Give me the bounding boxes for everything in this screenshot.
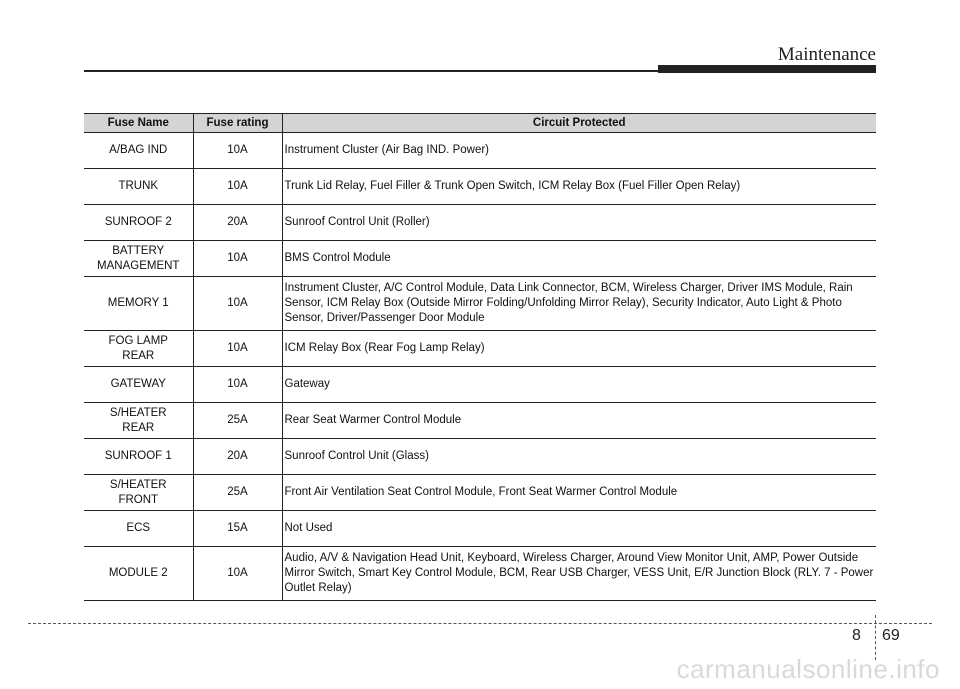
table-row — [84, 277, 876, 331]
table-row — [84, 547, 876, 601]
footer-rule — [28, 623, 932, 624]
header-rule — [84, 70, 664, 72]
table-row — [84, 511, 876, 547]
circuit-protected-cell: Trunk Lid Relay, Fuel Filler & Trunk Open Switch, ICM Relay Box (Fuel Filler Open Relay) — [282, 169, 876, 205]
circuit-protected-cell: Sunroof Control Unit (Glass) — [282, 439, 876, 475]
circuit-protected-cell: BMS Control Module — [282, 241, 876, 277]
circuit-protected-cell: Not Used — [282, 511, 876, 547]
table-row — [84, 205, 876, 241]
header-rule-bar — [658, 65, 876, 73]
fuse-rating-cell: 10A — [193, 133, 282, 169]
fuse-rating-cell: 25A — [193, 403, 282, 439]
circuit-protected-cell: Instrument Cluster, A/C Control Module, Data Link Connector, BCM, Wireless Charger, Driver IMS Module, Rain Sensor, ICM Relay Box (Outside Mirror Folding/Unfolding Mirror Relay), Security Indicator, Auto Light & Photo Sensor, Driver/Passenger Door Module — [282, 277, 876, 331]
fuse-rating-cell: 20A — [193, 205, 282, 241]
column-header-fuse-rating: Fuse rating — [193, 114, 282, 133]
fuse-name-cell: MEMORY 1 — [84, 277, 193, 331]
fuse-name-cell: A/BAG IND — [84, 133, 193, 169]
fuse-rating-cell: 10A — [193, 367, 282, 403]
fuse-name-cell: GATEWAY — [84, 367, 193, 403]
fuse-name-cell: SUNROOF 1 — [84, 439, 193, 475]
fuse-rating-cell: 10A — [193, 331, 282, 367]
table-row — [84, 439, 876, 475]
fuse-name-cell: SUNROOF 2 — [84, 205, 193, 241]
fuse-name-cell: MODULE 2 — [84, 547, 193, 601]
fuse-rating-cell: 20A — [193, 439, 282, 475]
table-row — [84, 475, 876, 511]
circuit-protected-cell: Gateway — [282, 367, 876, 403]
circuit-protected-cell: Sunroof Control Unit (Roller) — [282, 205, 876, 241]
table-header-row — [84, 114, 876, 133]
circuit-protected-cell: ICM Relay Box (Rear Fog Lamp Relay) — [282, 331, 876, 367]
section-number: 8 — [852, 627, 861, 644]
table-row — [84, 169, 876, 205]
fuse-name-cell: FOG LAMP REAR — [84, 331, 193, 367]
section-title: Maintenance — [777, 44, 876, 65]
fuse-rating-cell: 10A — [193, 547, 282, 601]
circuit-protected-cell: Instrument Cluster (Air Bag IND. Power) — [282, 133, 876, 169]
table-row — [84, 367, 876, 403]
fuse-name-cell: BATTERY MANAGEMENT — [84, 241, 193, 277]
circuit-protected-cell: Audio, A/V & Navigation Head Unit, Keyboard, Wireless Charger, Around View Monitor Unit, AMP, Power Outside Mirror Switch, Smart Key Control Module, BCM, Rear USB Charger, VESS Unit, E/R Junction Block (RLY. 7 - Power Outlet Relay) — [282, 547, 876, 601]
fuse-table — [84, 113, 876, 601]
table-row — [84, 133, 876, 169]
fuse-name-cell: ECS — [84, 511, 193, 547]
page-number: 69 — [882, 627, 900, 644]
fuse-rating-cell: 10A — [193, 169, 282, 205]
fuse-name-cell: TRUNK — [84, 169, 193, 205]
fuse-name-cell: S/HEATER REAR — [84, 403, 193, 439]
circuit-protected-cell: Front Air Ventilation Seat Control Module, Front Seat Warmer Control Module — [282, 475, 876, 511]
table-row — [84, 331, 876, 367]
fuse-rating-cell: 10A — [193, 277, 282, 331]
column-header-circuit-protected: Circuit Protected — [282, 114, 876, 133]
column-header-fuse-name: Fuse Name — [84, 114, 193, 133]
fuse-rating-cell: 10A — [193, 241, 282, 277]
table-row — [84, 241, 876, 277]
watermark: carmanualsonline.info — [676, 654, 940, 684]
circuit-protected-cell: Rear Seat Warmer Control Module — [282, 403, 876, 439]
table-row — [84, 403, 876, 439]
fuse-rating-cell: 15A — [193, 511, 282, 547]
fuse-rating-cell: 25A — [193, 475, 282, 511]
fuse-name-cell: S/HEATER FRONT — [84, 475, 193, 511]
